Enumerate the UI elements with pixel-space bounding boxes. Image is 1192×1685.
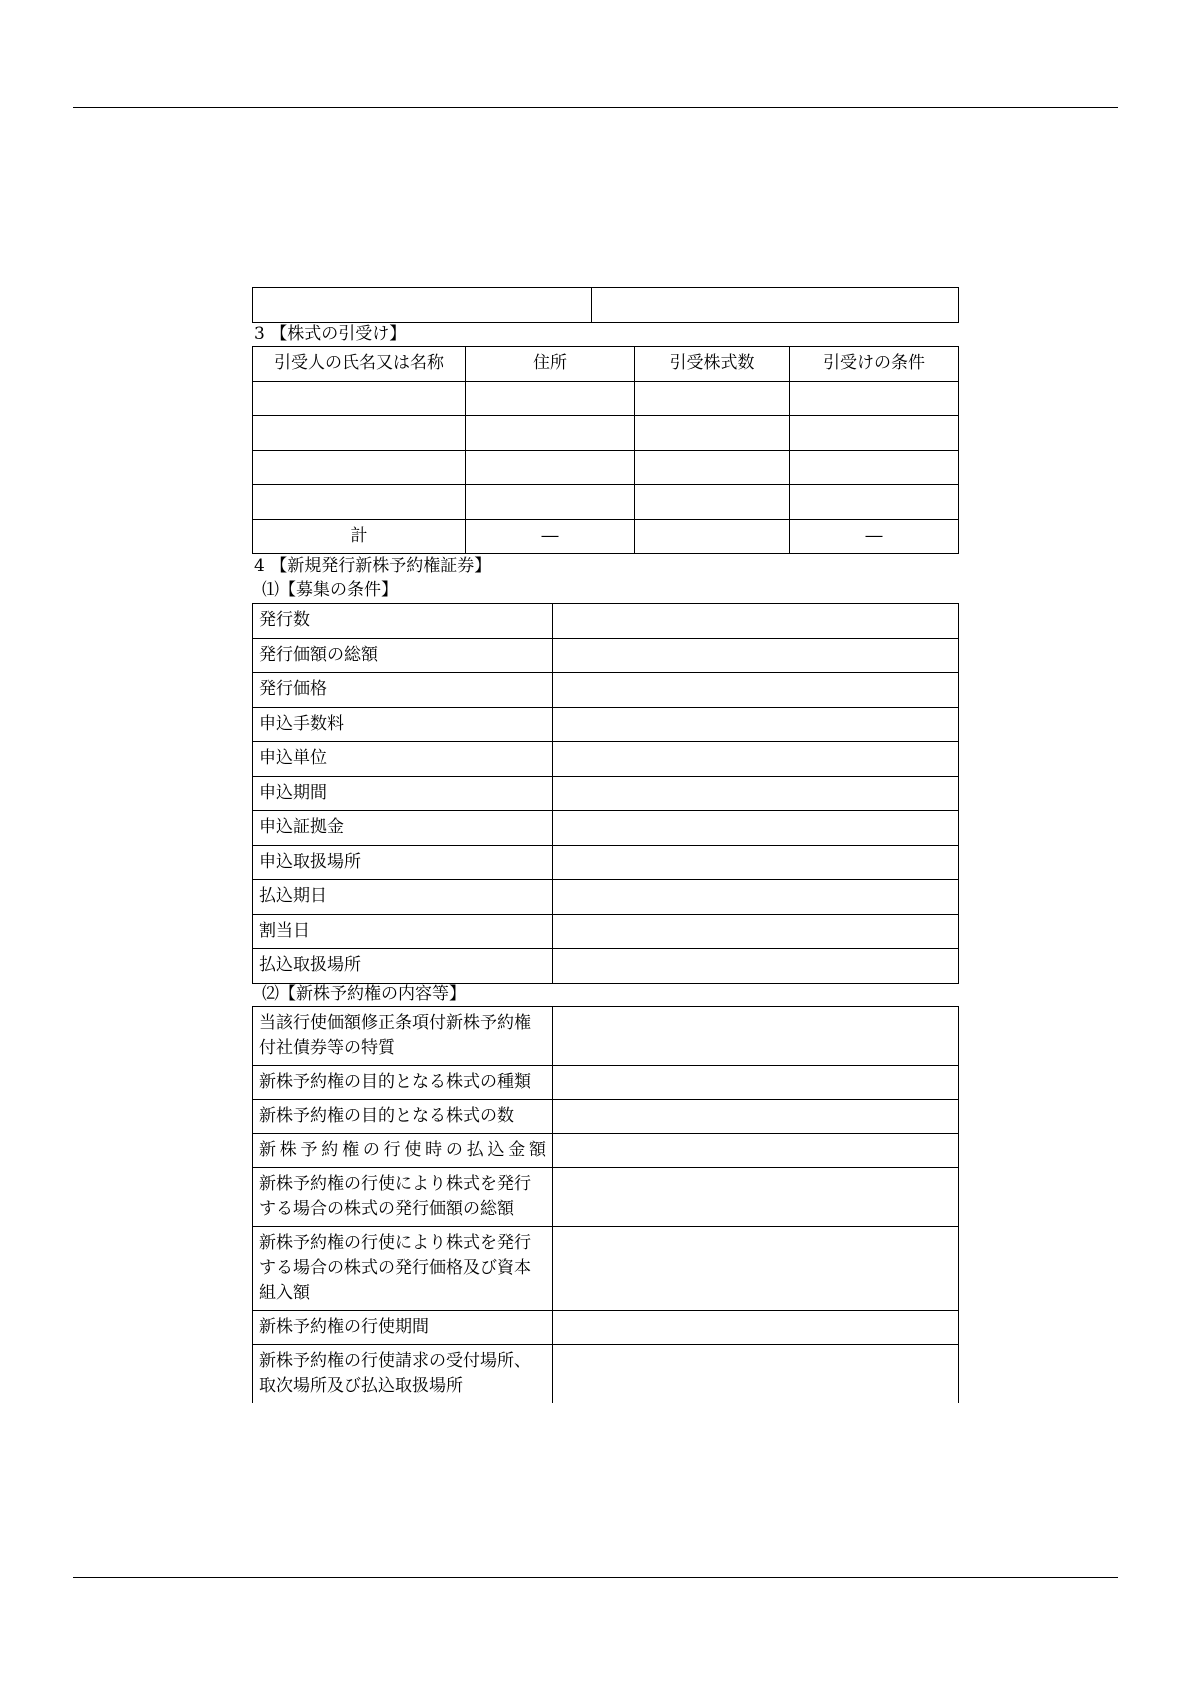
underwriter-cell [466,485,635,520]
rights-details-row [253,1134,959,1168]
underwriter-row [253,416,959,451]
underwriting-column-header: 引受人の氏名又は名称 [253,347,466,382]
rights-details-row [253,1227,959,1311]
rights-details-label [253,1168,553,1227]
offering-terms-value [553,880,959,915]
offering-terms-value [553,707,959,742]
rights-details-label [253,1345,553,1404]
underwriter-cell [790,450,959,485]
offering-terms-label [253,673,553,708]
offering-terms-table-body [253,604,959,984]
rights-details-label-line: 新株予約権の行使により株式を発行 [259,1233,531,1253]
rights-details-label-line: 新株予約権の行使期間 [259,1317,429,1337]
total-cell [635,519,790,554]
top-table-body [253,288,959,323]
rights-details-label-line: 新株予約権の行使時の払込金額 [259,1140,546,1160]
rights-details-value [553,1134,959,1168]
offering-terms-label-line: 発行数 [259,610,310,631]
rights-details-value [553,1311,959,1345]
offering-terms-table [252,603,959,984]
rights-details-row [253,1100,959,1134]
offering-terms-label-line: 割当日 [259,920,310,941]
offering-terms-value [553,742,959,777]
offering-terms-label [253,707,553,742]
footer-rule [73,1577,1118,1578]
rights-details-label-line: 新株予約権の目的となる株式の種類 [259,1072,531,1092]
rights-details-heading: ⑵【新株予約権の内容等】 [262,984,466,1004]
underwriter-cell [253,381,466,416]
underwriter-cell [790,381,959,416]
offering-terms-label [253,949,553,984]
rights-details-label-line: する場合の株式の発行価額の総額 [259,1199,514,1219]
rights-details-value [553,1007,959,1066]
underwriting-table [252,346,959,554]
rights-details-row [253,1066,959,1100]
offering-terms-value [553,949,959,984]
offering-terms-label [253,914,553,949]
offering-terms-value [553,914,959,949]
offering-terms-row [253,949,959,984]
rights-details-label [253,1066,553,1100]
underwriting-header-row [253,347,959,382]
rights-details-label-line: する場合の株式の発行価格及び資本 [259,1258,531,1278]
offering-terms-value [553,811,959,846]
rights-details-value [553,1100,959,1134]
offering-terms-label [253,604,553,639]
top-table [252,287,959,323]
underwriter-cell [635,450,790,485]
underwriter-cell [253,416,466,451]
header-rule [73,107,1118,108]
underwriting-column-header: 引受株式数 [635,347,790,382]
offering-terms-row [253,673,959,708]
offering-terms-label-line: 申込単位 [259,748,327,769]
underwriting-total-row [253,519,959,554]
rights-details-label-line: 付社債券等の特質 [259,1038,395,1058]
offering-terms-label-line: 発行価額の総額 [259,644,378,665]
section-3-heading: 3 【株式の引受け】 [254,324,407,344]
offering-terms-label-line: 払込取扱場所 [259,955,361,976]
underwriting-table-body [253,347,959,554]
offering-terms-row [253,811,959,846]
total-cell: ― [466,519,635,554]
offering-terms-value [553,673,959,708]
rights-details-label-line: 組入額 [259,1283,310,1303]
offering-terms-row [253,776,959,811]
offering-terms-label-line: 払込期日 [259,886,327,907]
rights-details-label [253,1100,553,1134]
rights-details-row [253,1311,959,1345]
underwriter-cell [253,450,466,485]
rights-details-label-line: 新株予約権の行使により株式を発行 [259,1174,531,1194]
top-table-cell [592,288,959,323]
rights-details-value [553,1168,959,1227]
offering-terms-label-line: 申込期間 [259,782,327,803]
section-4-heading: 4 【新規発行新株予約権証券】 [254,556,492,576]
rights-details-label [253,1134,553,1168]
rights-details-label-line: 当該行使価額修正条項付新株予約権 [259,1013,531,1033]
total-label: 計 [253,519,466,554]
offering-terms-value [553,638,959,673]
rights-details-table-body [253,1007,959,1404]
offering-terms-label [253,742,553,777]
offering-terms-label [253,638,553,673]
offering-terms-label-line: 申込手数料 [259,713,344,734]
rights-details-table [252,1006,959,1403]
offering-terms-label [253,811,553,846]
offering-terms-row [253,914,959,949]
underwriter-cell [790,485,959,520]
underwriter-cell [635,416,790,451]
rights-details-label-line: 取次場所及び払込取扱場所 [259,1376,463,1396]
underwriter-row [253,450,959,485]
underwriting-column-header: 引受けの条件 [790,347,959,382]
offering-terms-value [553,604,959,639]
offering-terms-value [553,776,959,811]
offering-terms-label [253,845,553,880]
top-table-row [253,288,959,323]
underwriter-cell [790,416,959,451]
rights-details-row [253,1007,959,1066]
underwriter-row [253,381,959,416]
rights-details-label [253,1311,553,1345]
underwriter-cell [466,450,635,485]
top-table-cell [253,288,592,323]
offering-terms-row [253,742,959,777]
total-cell: ― [790,519,959,554]
underwriter-cell [635,485,790,520]
rights-details-value [553,1345,959,1404]
rights-details-label-line: 新株予約権の目的となる株式の数 [259,1106,514,1126]
rights-details-row [253,1345,959,1404]
rights-details-label [253,1227,553,1311]
offering-terms-label-line: 発行価格 [259,679,327,700]
offering-terms-row [253,638,959,673]
rights-details-label-line: 新株予約権の行使請求の受付場所、 [259,1351,531,1371]
offering-terms-label [253,880,553,915]
underwriting-column-header: 住所 [466,347,635,382]
offering-terms-row [253,707,959,742]
offering-terms-row [253,604,959,639]
offering-terms-label-line: 申込証拠金 [259,817,344,838]
offering-terms-row [253,880,959,915]
underwriter-row [253,485,959,520]
underwriter-cell [466,381,635,416]
rights-details-row [253,1168,959,1227]
rights-details-label [253,1007,553,1066]
offering-terms-heading: ⑴【募集の条件】 [262,580,398,600]
offering-terms-value [553,845,959,880]
rights-details-value [553,1227,959,1311]
offering-terms-label-line: 申込取扱場所 [259,851,361,872]
underwriter-cell [466,416,635,451]
underwriter-cell [635,381,790,416]
offering-terms-row [253,845,959,880]
rights-details-value [553,1066,959,1100]
offering-terms-label [253,776,553,811]
underwriter-cell [253,485,466,520]
